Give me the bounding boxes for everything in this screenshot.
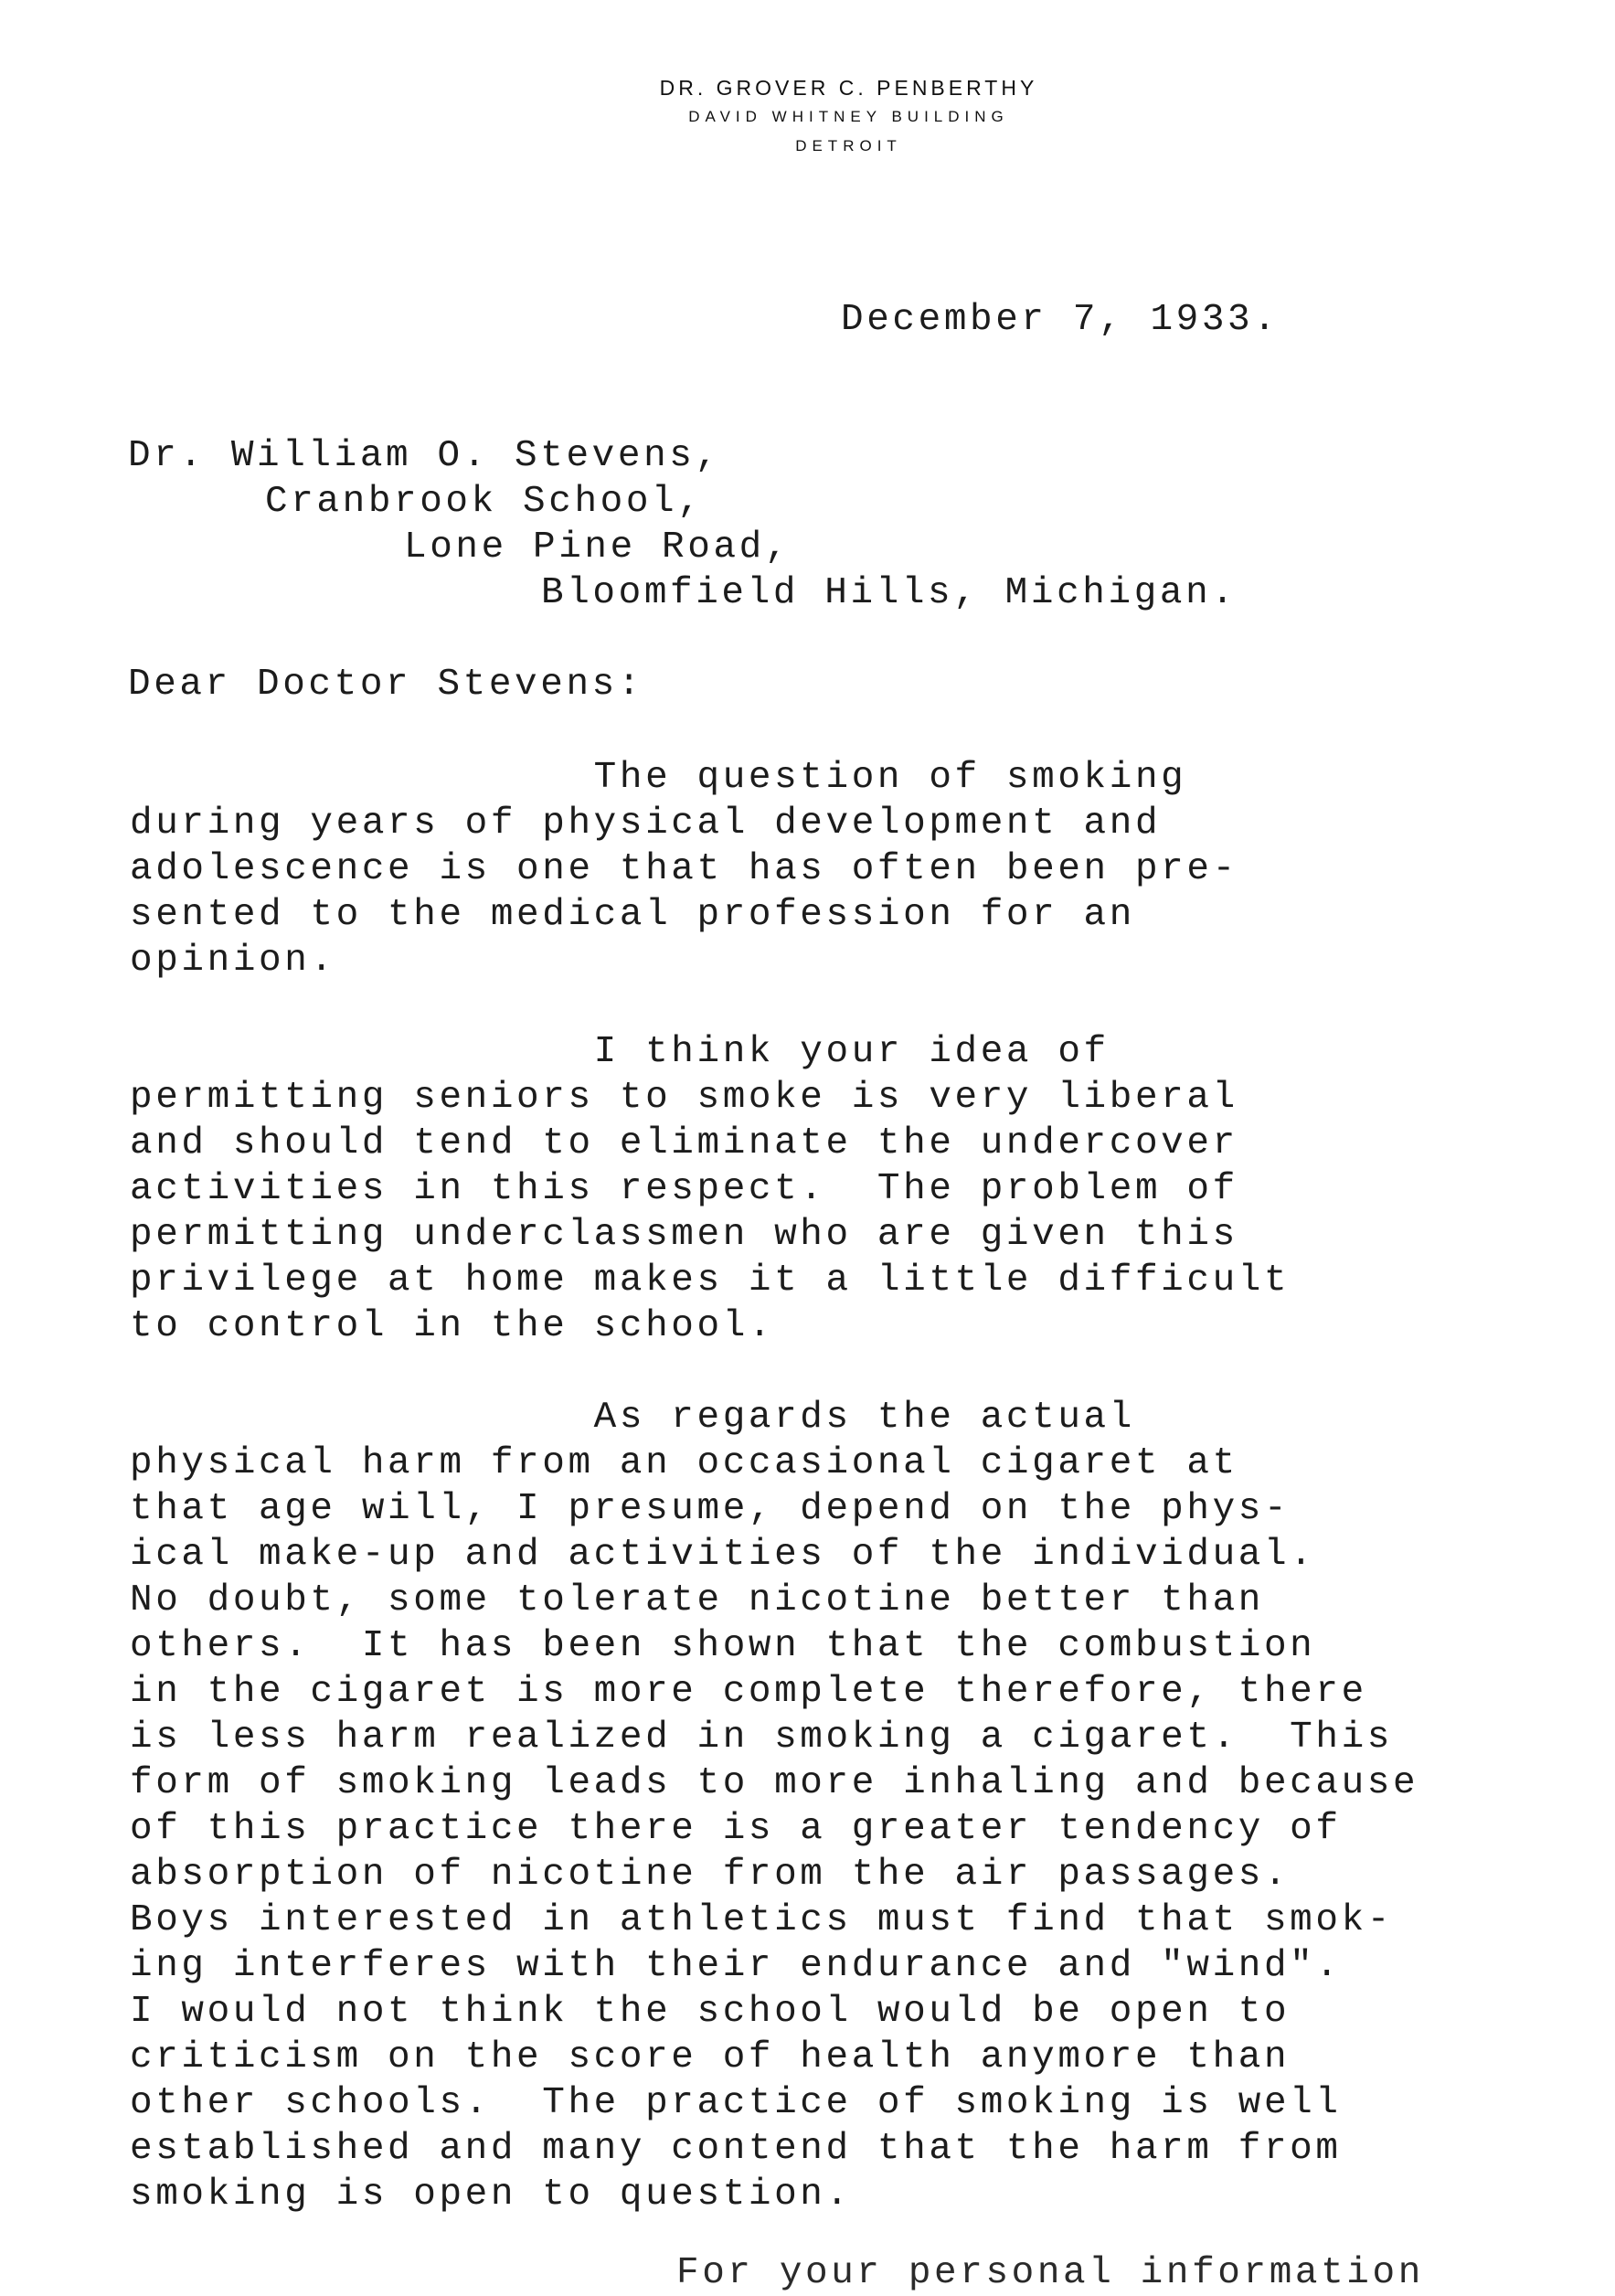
recipient-name: Dr. William O. Stevens, bbox=[128, 435, 721, 477]
recipient-town: Bloomfield Hills, Michigan. bbox=[541, 572, 1238, 614]
letterhead-building: DAVID WHITNEY BUILDING bbox=[688, 108, 1009, 125]
letterhead bbox=[0, 73, 1615, 161]
recipient-school: Cranbrook School, bbox=[265, 481, 704, 523]
recipient-address bbox=[128, 433, 1238, 616]
letterhead-city: DETROIT bbox=[795, 137, 902, 154]
salutation: Dear Doctor Stevens: bbox=[128, 664, 644, 706]
letterhead-name: DR. GROVER C. PENBERTHY bbox=[659, 76, 1038, 100]
paragraph-seniors-smoking: I think your idea of permitting seniors to smoke is very liberal and should tend to eliminate the undercover activities in this respect. The problem of permitting underclassmen who are given this privilege at home makes it a little difficult to control in the school. bbox=[130, 1031, 1291, 1347]
recipient-street: Lone Pine Road, bbox=[404, 526, 792, 569]
paragraph-smoking-question: The question of smoking during years of physical development and adolescence is one that has often been pre- sented to the medical profession for an opinion. bbox=[130, 757, 1238, 982]
cutoff-line: For your personal information bbox=[676, 2252, 1424, 2294]
letter-date: December 7, 1933. bbox=[841, 299, 1280, 341]
paragraph-physical-harm: As regards the actual physical harm from an occasional cigaret at that age will, I presume, depend on the phys- ical make-up and activities of the individual. No doubt, some tolerate nicotine better than others. It has been shown that the combustion in the cigaret is more complete therefore, there is less harm realized in smoking a cigaret. This form of smoking leads to more inhaling and because of this practice there is a greater tendency of absorption of nicotine from the air passages. Boys interested in athletics must find that smok- ing interferes with their endurance and "wind". I would not think the school would be open to criticism on the score of health anymore than other schools. The practice of smoking is well established and many contend that the harm from smoking is open to question. bbox=[130, 1397, 1419, 2216]
